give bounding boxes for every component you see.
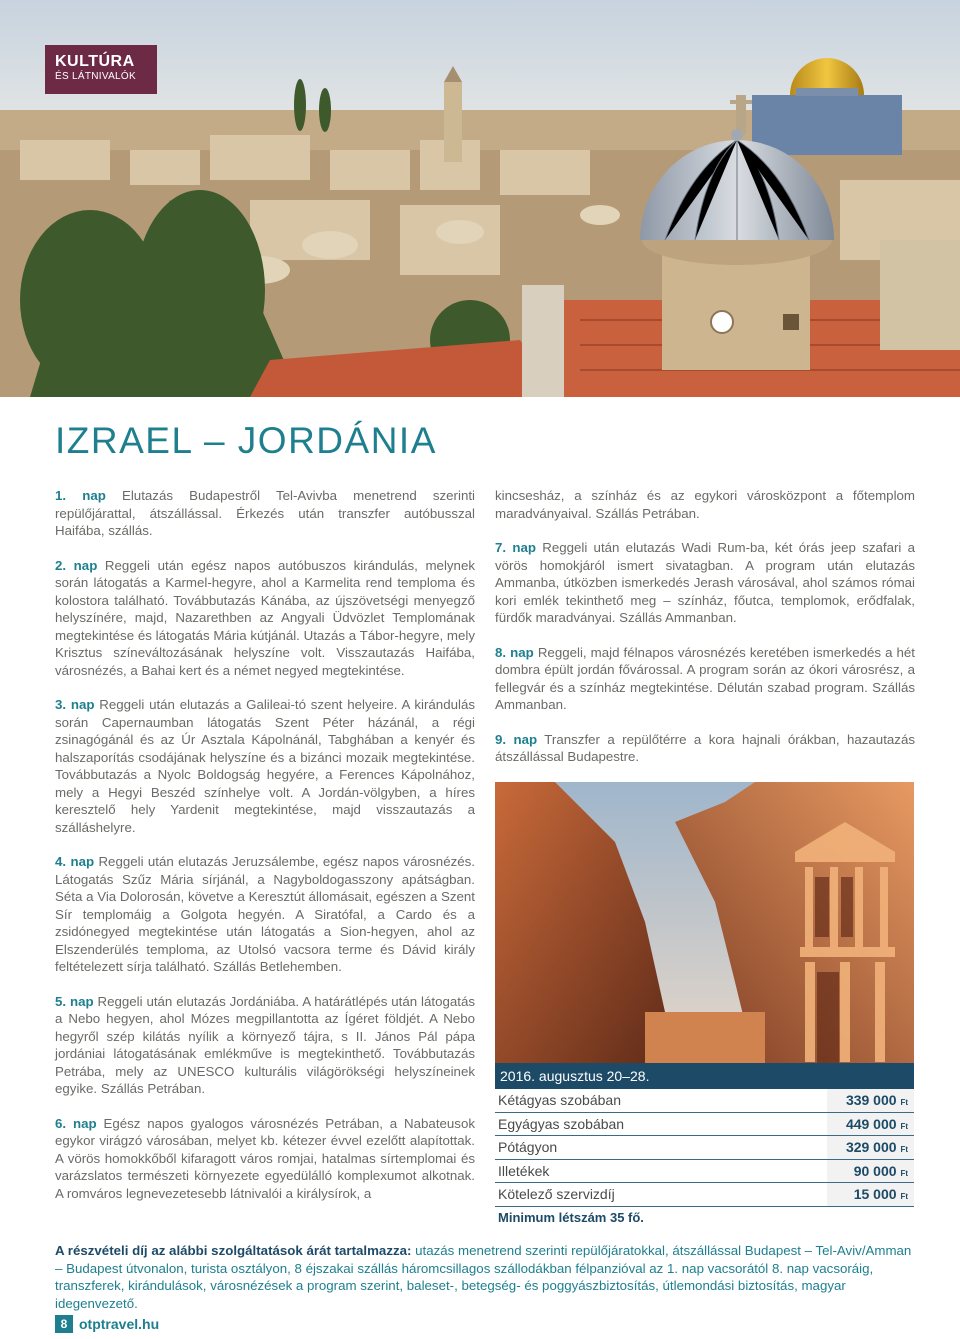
minimum-participants: Minimum létszám 35 fő. (498, 1209, 644, 1225)
page-title: IZRAEL – JORDÁNIA (55, 420, 437, 461)
day-label: 3. nap (55, 697, 95, 712)
day-label: 7. nap (495, 540, 536, 555)
badge-title: KULTÚRA (55, 53, 135, 70)
itinerary-right-column (495, 487, 915, 783)
category-badge (45, 45, 157, 94)
badge-subtitle: ÉS LÁTNIVALÓK (55, 71, 136, 82)
currency-label: Ft (900, 1192, 908, 1201)
day-text: Reggeli után elutazás Wadi Rum-ba, két órás jeep szafari a vörös homokjáról ismert sivatagban. A program után elutazás Ammanba, útközben ismerkedés Jerash városával, ahol számos római kori emlék tekinthető meg – színház, főutca, templomok, erődfalak, fürdők maradványai. Szállás Ammanban. (495, 540, 915, 625)
currency-label: Ft (900, 1121, 908, 1131)
price-table (495, 1063, 914, 1225)
price-label: Kétágyas szobában (498, 1092, 621, 1109)
price-row (495, 1183, 914, 1207)
price-row (495, 1089, 914, 1113)
price-row (495, 1113, 914, 1137)
day-paragraph (55, 993, 475, 1098)
price-label: Illetékek (498, 1162, 550, 1179)
price-amount: 449 000 (845, 1115, 897, 1132)
continuation-text: kincsesház, a színház és az egykori városközpont a főtemplom maradványaival. Szállás Petrában. (495, 488, 915, 521)
day-label: 1. nap (55, 488, 106, 503)
price-amount: 90 000 (853, 1162, 897, 1179)
price-row (495, 1136, 914, 1160)
day-paragraph (495, 644, 915, 714)
day-text: Reggeli után elutazás a Galileai-tó szent helyeire. A kirándulás során Capernaumban látogatás Szent Péter házánál, a régi zsinagógánál és az Úr Asztala Kápolnánál, Tabghában a kenyér és halszaporítás csodájának helyszíne és a bizánci mozaik megtekintése. Továbbutazás a Nyolc Boldogság hegyére, a Ferences Kápolnához, mely a Hegyi Beszéd színhelye volt. A Jordán-völgyben, a híres keresztelő hely Yardenit megtekintése, majd visszautazás a szálláshelyre. (55, 697, 475, 835)
currency-label: Ft (900, 1168, 908, 1178)
day-text: Transzfer a repülőtérre a kora hajnali órákban, hazautazás átszállással Budapestre. (495, 731, 915, 764)
day-text: Elutazás Budapestről Tel-Avivba menetrend szerinti repülőjárattal, átszállással. Érkezés után transzfer autóbusszal Haifába, szállás. (55, 488, 475, 538)
price-value (827, 1183, 914, 1206)
currency-label: Ft (900, 1145, 908, 1154)
price-label: Pótágyon (498, 1139, 558, 1156)
day-paragraph (55, 557, 475, 680)
day-text: Reggeli után elutazás Jeruzsálembe, egész napos városnézés. Látogatás Szűz Mária sírjánál, a Nagyboldogasszony apátságban. Séta a Via Dolorosán, követve a Keresztút állomásait, egészen a Szent Sír templomáig a Golgota hegyén. A Siratófal, a Cardo és a zsidónegyed megtekintése után látogatás a Sion-hegyen, ahol az Elszenderülés temploma, az Utolsó vacsora terme és Dávid király feltételezett sírja található. Szállás Betlehemben. (55, 854, 475, 974)
day-paragraph (495, 539, 915, 627)
price-label: Egyágyas szobában (498, 1115, 625, 1132)
travel-date: 2016. augusztus 20–28. (495, 1063, 914, 1089)
day-label: 2. nap (55, 557, 98, 573)
day-text: Reggeli után egész napos autóbuszos kirándulás, melynek során látogatás a Karmel-hegyre, ahol a Karmelita rend temploma és kolostora található. Továbbutazás Kánába, az újszövetségi menyegző helyszínére, majd, Nazarethben az Angyali Üdvözlet Templomának megtekintése és látogatás Mária kútjánál. Utazás a Tábor-hegyre, mely Krisztus színeváltozásának helyszíne volt. Visszautazás Haifába, városnézés, a Bahai kert és a német negyed megtekintése. (55, 557, 475, 678)
day-label: 5. nap (55, 993, 94, 1009)
price-value (827, 1136, 914, 1159)
day-text: Egész napos gyalogos városnézés Petrában, a Nabateusok egykor virágzó városában, melyet kb. kétezer évvel ezelőtt alapítottak. A vörös homokkőből kifaragott város romjai, hatalmas sírtemplomai és varázslatos természeti környezete egyedülálló komplexumot alkotnak. A romváros legnevezetesebb látnivalói a királysírok, a (55, 1115, 475, 1201)
day-label: 9. nap (495, 731, 538, 747)
price-amount: 339 000 (845, 1092, 897, 1108)
day-label: 6. nap (55, 1115, 97, 1131)
website-link[interactable]: otptravel.hu (79, 1316, 160, 1332)
price-value (827, 1160, 914, 1183)
price-value (827, 1113, 914, 1136)
price-label: Kötelező szervizdíj (498, 1186, 615, 1203)
included-services (55, 1242, 915, 1312)
day-paragraph (55, 853, 475, 976)
day-label: 8. nap (495, 644, 534, 660)
price-amount: 15 000 (853, 1186, 897, 1202)
day-paragraph (55, 696, 475, 836)
day-paragraph (55, 1115, 475, 1203)
currency-label: Ft (900, 1098, 908, 1107)
petra-photo (495, 782, 914, 1064)
day-paragraph (495, 731, 915, 766)
price-amount: 329 000 (845, 1139, 897, 1155)
day-text: Reggeli, majd félnapos városnézés keretében ismerkedés a hét dombra épült jordán fővárossal. A program során az ókori városrész, a fellegvár és a színház megtekintése. Délután szabad program. Szállás Ammanban. (495, 644, 915, 712)
price-row (495, 1160, 914, 1184)
day-paragraph (55, 487, 475, 540)
included-text: utazás menetrend szerinti repülőjáratokkal, átszállással Budapest – Tel-Aviv/Amman – Budapest útvonalon, turista osztályon, 8 éjszakai szállás háromcsillagos szállodákban félpanzióval az 1. nap vacsorától 8. nap vacsoráig, transzferek, kirándulások, városnézések a program szerint, baleset-, betegség- és poggyászbiztosítás, útlemondási biztosítás, magyar idegenvezető. (55, 1243, 912, 1311)
day-label: 4. nap (55, 854, 95, 869)
page-number: 8 (55, 1315, 73, 1333)
included-lead: A részvételi díj az alábbi szolgáltatások árát tartalmazza: (55, 1243, 412, 1258)
itinerary-left-column (55, 487, 475, 1219)
page-footer (55, 1315, 159, 1333)
petra-treasury-illustration (495, 782, 914, 1064)
day-text: Reggeli után elutazás Jordániába. A határátlépés után látogatás a Nebo hegyen, ahol Mózes megpillantotta az Ígéret földjét. A Nebo hegyről szép kilátás nyílik a környező tájra, s II. János Pál pápa jordániai látogatásának emlékműve is megtekinthető. Továbbutazás Petrába, mely az UNESCO kulturális világörökségi helyszíneinek egyike. Szállás Petrában. (55, 993, 475, 1096)
price-value (827, 1089, 914, 1112)
